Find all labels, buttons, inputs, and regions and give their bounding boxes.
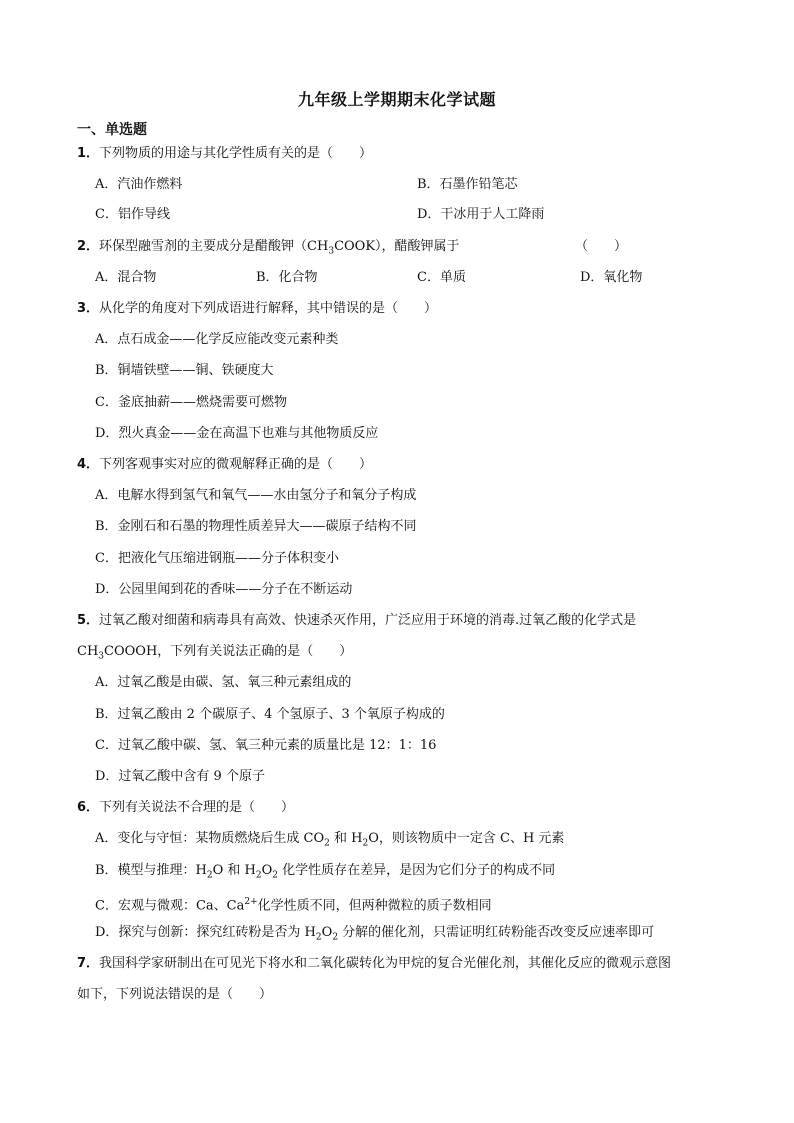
question-1-stem: 1．下列物质的用途与其化学性质有关的是（ ） <box>77 146 373 161</box>
question-3-option-c: C．釜底抽薪——燃烧需要可燃物 <box>95 395 287 410</box>
question-2-option-d: D．氧化物 <box>580 270 643 285</box>
question-6-option-c: C．宏观与微观：Ca、$Ca^{2+}$化学性质不同，但两种微粒的质子数相同 <box>95 897 492 914</box>
question-5-option-b: B．过氧乙酸由 2 个碳原子、4 个氢原子、3 个氧原子构成的 <box>95 707 445 722</box>
question-3-option-d: D．烈火真金——金在高温下也难与其他物质反应 <box>95 426 379 441</box>
question-number: 6． <box>77 800 100 815</box>
question-6-option-b: B．模型与推理：$H_2O$ 和 $H_2O_2$ 化学性质存在差异，是因为它们分子的构成不同 <box>95 863 556 881</box>
question-2-option-a: A．混合物 <box>95 270 157 285</box>
question-5-stem-continued: $CH_3COOOH$，下列有关说法正确的是（ ） <box>77 644 353 662</box>
question-3-option-b: B．铜墙铁壁——铜、铁硬度大 <box>95 363 274 378</box>
page-title: 九年级上学期期末化学试题 <box>297 90 496 109</box>
question-number: 3． <box>77 301 100 316</box>
question-6-option-d: D．探究与创新：探究红砖粉是否为 $H_2O_2$ 分解的催化剂，只需证明红砖粉能否改变反应速率即可 <box>95 925 655 943</box>
question-3-option-a: A．点石成金——化学反应能改变元素种类 <box>95 332 339 347</box>
question-2-stem: 2．环保型融雪剂的主要成分是醋酸钾$(CH_3COOK)$，醋酸钾属于 <box>77 239 460 257</box>
question-5-option-c: C．过氧乙酸中碳、氢、氧三种元素的质量比是 12：1：16 <box>95 738 437 753</box>
question-3-stem: 3．从化学的角度对下列成语进行解释，其中错误的是（ ） <box>77 301 438 316</box>
question-2-option-c: C．单质 <box>417 270 466 285</box>
question-1-option-d: D．干冰用于人工降雨 <box>417 207 545 222</box>
question-4-option-d: D．公园里闻到花的香味——分子在不断运动 <box>95 582 353 597</box>
question-6-option-a: A．变化与守恒：某物质燃烧后生成 $CO_2$ 和 $H_2O$，则该物质中一定含 C、H 元素 <box>95 831 565 849</box>
section-heading: 一、单选题 <box>77 122 147 138</box>
question-number: 4． <box>77 457 100 472</box>
question-number: 7． <box>77 956 100 971</box>
question-7-stem-continued: 如下，下列说法错误的是（ ） <box>77 987 273 1002</box>
question-6-stem: 6．下列有关说法不合理的是（ ） <box>77 800 295 815</box>
question-4-option-a: A．电解水得到氢气和氧气——水由氢分子和氧分子构成 <box>95 488 417 503</box>
question-1-option-b: B．石墨作铅笔芯 <box>417 177 518 192</box>
question-5-stem: 5．过氧乙酸对细菌和病毒具有高效、快速杀灭作用，广泛应用于环境的消毒.过氧乙酸的化学式是 <box>77 613 637 628</box>
question-4-option-b: B．金刚石和石墨的物理性质差异大——碳原子结构不同 <box>95 519 417 534</box>
question-2-option-b: B．化合物 <box>256 270 318 285</box>
question-5-option-a: A．过氧乙酸是由碳、氢、氧三种元素组成的 <box>95 675 352 690</box>
question-1-option-c: C．铝作导线 <box>95 207 170 222</box>
question-1-option-a: A．汽油作燃料 <box>95 177 183 192</box>
question-5-option-d: D．过氧乙酸中含有 9 个原子 <box>95 769 265 784</box>
question-4-option-c: C．把液化气压缩进钢瓶——分子体积变小 <box>95 551 339 566</box>
question-7-stem: 7．我国科学家研制出在可见光下将水和二氧化碳转化为甲烷的复合光催化剂，其催化反应的微观示意图 <box>77 956 672 971</box>
question-number: 2． <box>77 239 100 254</box>
question-4-stem: 4．下列客观事实对应的微观解释正确的是（ ） <box>77 457 373 472</box>
question-2-answer-paren: （ ） <box>575 239 628 254</box>
question-number: 5． <box>77 613 100 628</box>
question-number: 1． <box>77 146 100 161</box>
